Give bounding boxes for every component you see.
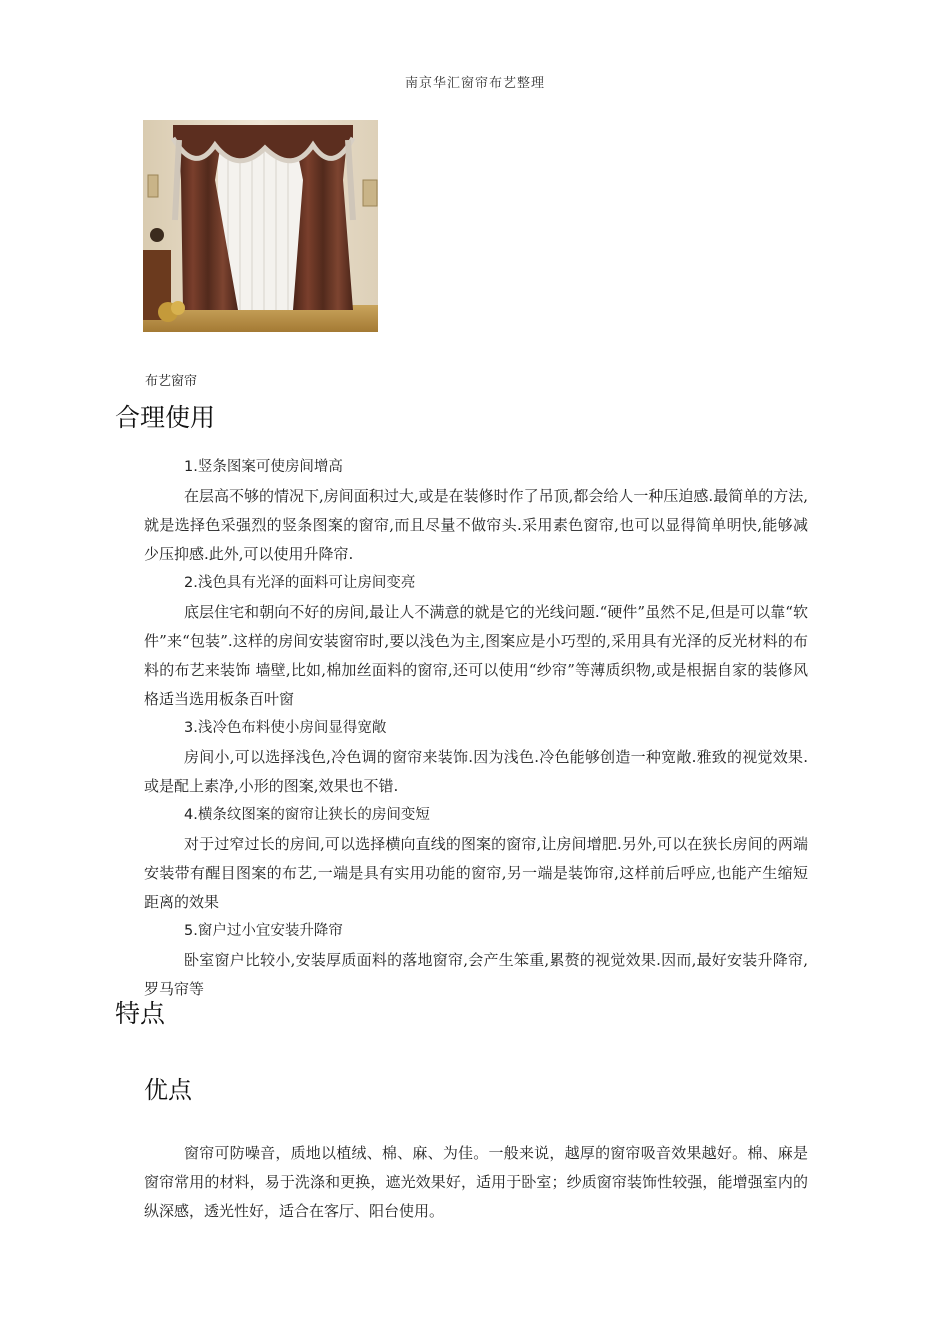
usage-list [144, 453, 808, 1004]
item-title: 4.横条纹图案的窗帘让狭长的房间变短 [184, 807, 430, 823]
page-header: 南京华汇窗帘布艺整理 [404, 76, 545, 91]
advantages-text: 窗帘可防噪音，质地以植绒、棉、麻、为佳。一般来说，越厚的窗帘吸音效果越好。棉、麻是窗帘常用的材料，易于洗涤和更换，遮光效果好，适用于卧室；纱质窗帘装饰性较强，能增强室内的纵深感，透光性好，适合在客厅、阳台使用。 [144, 1144, 808, 1220]
section-heading-features: 特点 [115, 999, 166, 1028]
item-text: 房间小,可以选择浅色,冷色调的窗帘来装饰.因为浅色.冷色能够创造一种宽敞.雅致的视觉效果.或是配上素净,小形的图案,效果也不错. [144, 748, 808, 795]
item-title: 2.浅色具有光泽的面料可让房间变亮 [184, 575, 416, 591]
item-title: 1.竖条图案可使房间增高 [184, 459, 343, 475]
section-heading-usage: 合理使用 [115, 403, 216, 432]
subheading-advantages: 优点 [144, 1076, 192, 1104]
curtain-photo [143, 120, 378, 332]
item-text: 对于过窄过长的房间,可以选择横向直线的图案的窗帘,让房间增肥.另外,可以在狭长房间的两端安装带有醒目图案的布艺,一端是具有实用功能的窗帘,另一端是装饰帘,这样前后呼应,也能产生缩短距离的效果 [144, 835, 808, 911]
item-title: 3.浅冷色布料使小房间显得宽敞 [184, 720, 387, 736]
item-title: 5.窗户过小宜安装升降帘 [184, 923, 343, 939]
item-text: 卧室窗户比较小,安装厚质面料的落地窗帘,会产生笨重,累赘的视觉效果.因而,最好安装升降帘,罗马帘等 [144, 951, 808, 998]
image-caption: 布艺窗帘 [145, 374, 198, 389]
item-text: 在层高不够的情况下,房间面积过大,或是在装修时作了吊顶,都会给人一种压迫感.最简单的方法,就是选择色采强烈的竖条图案的窗帘,而且尽量不做帘头.采用素色窗帘,也可以显得简单明快,能够减少压抑感.此外,可以使用升降帘. [144, 487, 808, 563]
item-text: 底层住宅和朝向不好的房间,最让人不满意的就是它的光线问题.“硬件”虽然不足,但是可以靠“软件”来“包装”.这样的房间安装窗帘时,要以浅色为主,图案应是小巧型的,采用具有光泽的反光材料的布料的布艺来装饰 墙壁,比如,棉加丝面料的窗帘,还可以使用“纱帘”等薄质织物,或是根据自家的装修风格适当选用板条百叶窗 [144, 603, 808, 708]
